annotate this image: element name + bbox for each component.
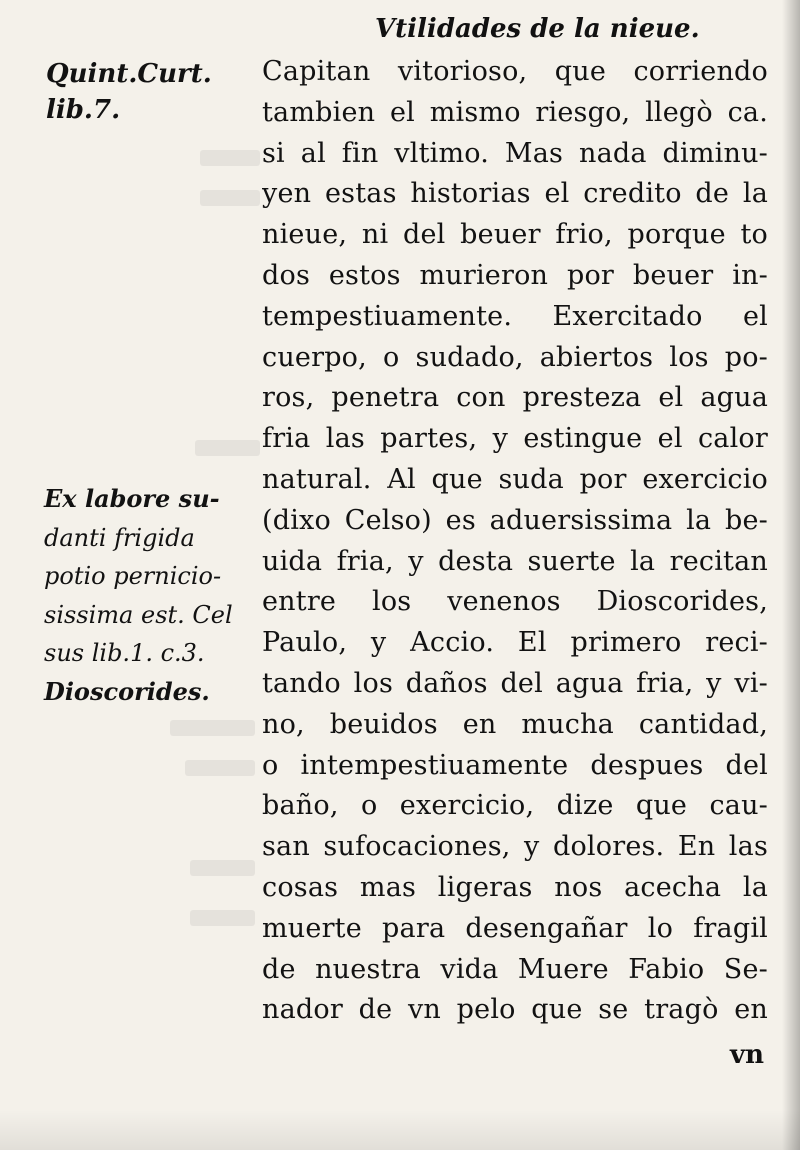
bleed-through-mark xyxy=(190,910,255,926)
text-line: fria las partes, y estingue el calor xyxy=(262,423,768,455)
marginal-line: sus lib.1. c.3. xyxy=(44,639,205,667)
marginal-line: sissima est. Cel xyxy=(44,600,233,629)
text-line: cuerpo, o sudado, abiertos los po- xyxy=(262,341,768,373)
text-line: Capitan vitorioso, que corriendo xyxy=(262,56,768,87)
running-head: Vtilidades de la nieue. xyxy=(375,14,700,44)
marginal-note-bottom xyxy=(44,480,249,711)
catchword: vn xyxy=(730,1040,765,1070)
text-line: si al fin vltimo. Mas nada diminu- xyxy=(262,137,768,169)
bleed-through-mark xyxy=(170,720,255,736)
bleed-through-mark xyxy=(200,190,260,206)
text-line: o intempestiuamente despues del xyxy=(262,749,768,781)
text-line: natural. Al que suda por exercicio xyxy=(262,463,768,495)
text-line: tempestiuamente. Exercitado el xyxy=(262,300,768,332)
marginal-line: potio pernicio- xyxy=(44,562,222,590)
text-line: tambien el mismo riesgo, llegò ca. xyxy=(262,96,768,128)
marginal-line: danti frigida xyxy=(44,523,195,552)
text-line: cosas mas ligeras nos acecha la xyxy=(262,871,768,903)
bleed-through-mark xyxy=(195,440,260,456)
marginal-line: Ex labore su- xyxy=(44,484,220,513)
text-line: ros, penetra con presteza el agua xyxy=(262,382,768,414)
text-line: nador de vn pelo que se tragò en xyxy=(262,994,768,1026)
text-line: no, beuidos en mucha cantidad, xyxy=(262,708,768,740)
text-line: entre los venenos Dioscorides, xyxy=(262,586,768,618)
text-line: uida fria, y desta suerte la recitan xyxy=(262,545,768,577)
text-line: dos estos murieron por beuer in- xyxy=(262,259,768,291)
bleed-through-mark xyxy=(200,150,260,166)
page-bottom-shadow xyxy=(0,1110,800,1150)
text-line: baño, o exercicio, dize que cau- xyxy=(262,790,768,822)
marginal-note-top xyxy=(46,56,246,128)
marginal-line: Quint.Curt. xyxy=(46,59,212,89)
text-line: tando los daños del agua fria, y vi- xyxy=(262,667,768,699)
main-text-column xyxy=(262,52,768,1031)
marginal-line: Dioscorides. xyxy=(44,676,210,706)
text-line: yen estas historias el credito de la xyxy=(262,178,768,210)
marginal-line: lib.7. xyxy=(46,95,121,125)
bleed-through-mark xyxy=(190,860,255,876)
text-line: nieue, ni del beuer frio, porque to xyxy=(262,219,768,251)
page-edge-shadow xyxy=(782,0,800,1150)
text-line: de nuestra vida Muere Fabio Se- xyxy=(262,953,768,985)
text-line: Paulo, y Accio. El primero reci- xyxy=(262,627,768,659)
bleed-through-mark xyxy=(185,760,255,776)
text-line: muerte para desengañar lo fragil xyxy=(262,912,768,944)
text-line: san sufocaciones, y dolores. En las xyxy=(262,831,768,863)
text-line: (dixo Celso) es aduersissima la be- xyxy=(262,504,768,536)
